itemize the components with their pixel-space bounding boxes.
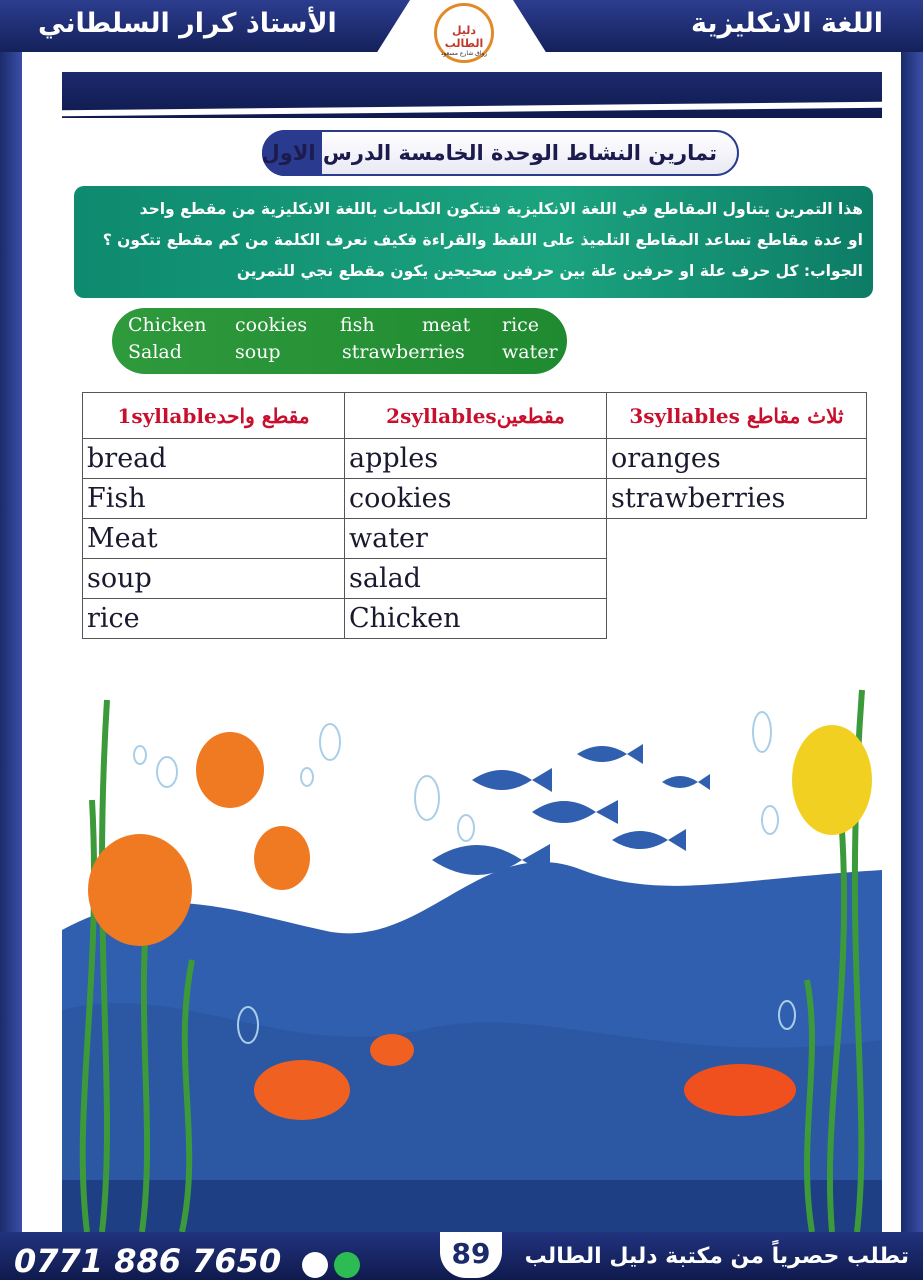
table-cell: bread (83, 439, 345, 479)
intro-line-3: الجواب: كل حرف علة او حرفين علة بين حرفين صحيحين يكون مقطع نجي للتمرين (236, 262, 863, 280)
page-number: 89 (440, 1232, 502, 1278)
table-cell: Chicken (345, 599, 607, 639)
page-header (0, 0, 923, 66)
word-item: strawberries (342, 341, 465, 363)
right-frame (901, 0, 923, 1280)
table-row (83, 439, 867, 479)
table-cell: rice (83, 599, 345, 639)
table-row (83, 559, 867, 599)
table-row (83, 519, 867, 559)
word-item: soup (235, 341, 281, 363)
publisher-logo (434, 3, 494, 63)
empty-cell (607, 519, 867, 559)
empty-cell (607, 599, 867, 639)
empty-cell (607, 559, 867, 599)
ocean-illustration (62, 680, 882, 1232)
shop-notice: تطلب حصرياً من مكتبة دليل الطالب (524, 1244, 909, 1269)
subject-name: اللغة الانكليزية (691, 8, 883, 39)
intro-line-2: او عدة مقاطع تساعد المقاطع التلميذ على اللفظ والقراءة فكيف نعرف الكلمة من كم مقطع تتكون ؟ (102, 231, 863, 249)
table-cell: apples (345, 439, 607, 479)
header-2-syllables: 2syllablesمقطعين (345, 393, 607, 439)
navy-banner (62, 72, 882, 118)
intro-line-1: هذا التمرين يتناول المقاطع في اللغة الانكليزية فتتكون الكلمات باللغة الانكليزية من مقطع واحد (139, 200, 863, 218)
table-cell: water (345, 519, 607, 559)
word-item: water (502, 341, 558, 363)
table-cell: soup (83, 559, 345, 599)
word-item: Salad (128, 341, 182, 363)
table-cell: cookies (345, 479, 607, 519)
header-1-syllable: 1syllableمقطع واحد (83, 393, 345, 439)
teacher-name: الأستاذ كرار السلطاني (38, 8, 337, 39)
lesson-title-box (262, 130, 739, 176)
word-item: Chicken (128, 314, 207, 336)
table-cell: Fish (83, 479, 345, 519)
table-header-row (83, 393, 867, 439)
header-3-syllables: 3syllables ثلاث مقاطع (607, 393, 867, 439)
table-cell: strawberries (607, 479, 867, 519)
word-item: fish (340, 314, 375, 336)
table-cell: Meat (83, 519, 345, 559)
logo-subtitle: رواق شارع مسعود (440, 50, 488, 57)
left-frame (0, 0, 22, 1280)
syllables-table (82, 392, 867, 639)
table-cell: salad (345, 559, 607, 599)
phone-number: 0771 886 7650 (14, 1242, 282, 1280)
table-row (83, 479, 867, 519)
intro-box (74, 186, 873, 298)
table-row (83, 599, 867, 639)
word-item: rice (502, 314, 540, 336)
whatsapp-icon (334, 1252, 360, 1278)
logo-title: دليل الطالب (444, 24, 484, 50)
word-item: meat (422, 314, 471, 336)
word-item: cookies (235, 314, 308, 336)
word-bank (112, 308, 567, 374)
lesson-title: تمارين النشاط الوحدة الخامسة الدرس الاول (261, 141, 717, 165)
table-cell: oranges (607, 439, 867, 479)
phone-icon (302, 1252, 328, 1278)
